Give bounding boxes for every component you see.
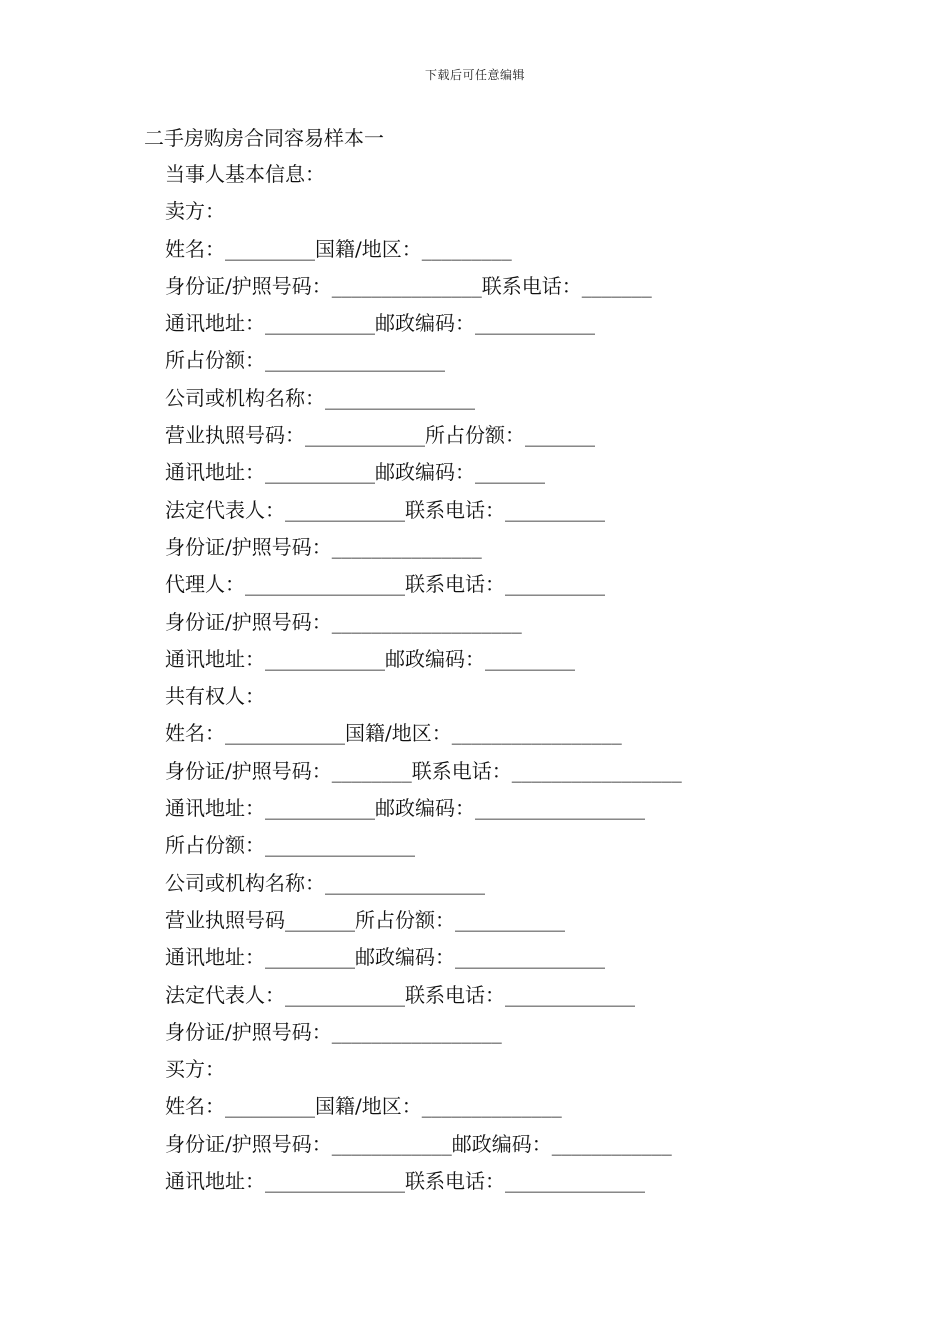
section-heading-parties: 当事人基本信息： (165, 162, 325, 186)
form-line: 通讯地址：___________邮政编码：____________ (165, 311, 595, 336)
form-line: 身份证/护照号码：________联系电话：_________________ (165, 758, 682, 783)
form-line: 营业执照号码_______所占份额：___________ (165, 907, 565, 932)
form-line: 姓名：____________国籍/地区：_________________ (165, 721, 622, 746)
page-header: 下载后可任意编辑 (424, 68, 525, 82)
form-line: 通讯地址：___________邮政编码：_______ (165, 460, 545, 485)
form-line: 身份证/护照号码：_________________ (165, 1019, 502, 1044)
form-line: 身份证/护照号码：_______________联系电话：_______ (165, 273, 652, 298)
form-line: 姓名：_________国籍/地区：_________ (165, 236, 512, 261)
document-title: 二手房购房合同容易样本一 (144, 126, 384, 150)
section-heading-co-owner: 共有权人： (165, 684, 265, 709)
form-line: 通讯地址：_________邮政编码：_______________ (165, 945, 605, 970)
form-line: 身份证/护照号码：___________________ (165, 609, 522, 634)
form-line: 身份证/护照号码：____________邮政编码：____________ (165, 1131, 672, 1156)
form-lines (165, 156, 885, 1200)
form-line: 营业执照号码：____________所占份额：_______ (165, 423, 595, 448)
form-line: 通讯地址：___________邮政编码：_________________ (165, 796, 645, 821)
form-line: 代理人：________________联系电话：__________ (165, 572, 605, 597)
form-line: 法定代表人：____________联系电话：_____________ (165, 982, 635, 1007)
form-line: 所占份额：_______________ (165, 833, 415, 858)
section-heading-seller: 卖方： (165, 199, 225, 224)
form-line: 姓名：_________国籍/地区：______________ (165, 1094, 562, 1119)
form-line: 所占份额：__________________ (165, 348, 445, 373)
form-line: 法定代表人：____________联系电话：__________ (165, 497, 605, 522)
form-line: 公司或机构名称：_______________ (165, 385, 475, 410)
form-line: 公司或机构名称：________________ (165, 870, 485, 895)
form-line: 身份证/护照号码：_______________ (165, 534, 482, 559)
form-line: 通讯地址：____________邮政编码：_________ (165, 646, 575, 671)
form-line: 通讯地址：______________联系电话：______________ (165, 1169, 645, 1194)
section-heading-buyer: 买方： (165, 1057, 225, 1082)
